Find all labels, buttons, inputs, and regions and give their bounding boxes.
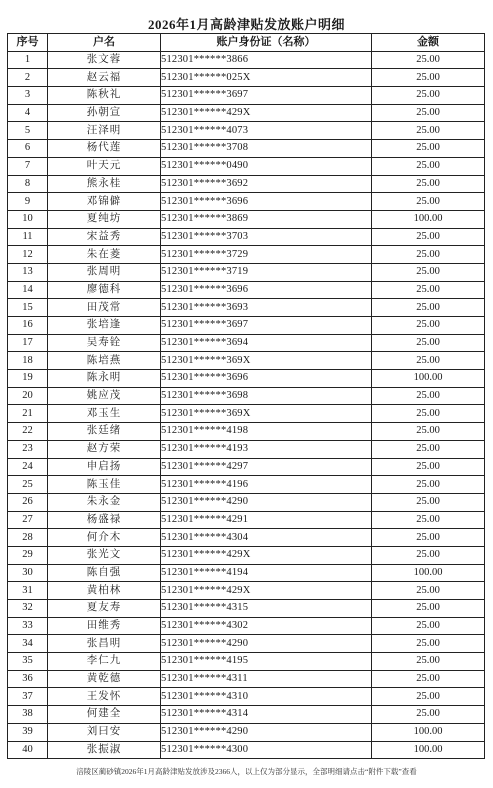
table-row bbox=[8, 370, 485, 388]
amount-value: 25.00 bbox=[372, 546, 485, 564]
row-number: 10 bbox=[8, 210, 48, 228]
account-holder-name: 何建全 bbox=[48, 706, 161, 724]
table-row bbox=[8, 529, 485, 547]
row-number: 16 bbox=[8, 317, 48, 335]
subsidy-table bbox=[7, 33, 485, 759]
account-id: 512301******4310 bbox=[161, 688, 372, 706]
amount-value: 25.00 bbox=[372, 263, 485, 281]
table-row bbox=[8, 511, 485, 529]
row-number: 35 bbox=[8, 653, 48, 671]
amount-value: 25.00 bbox=[372, 617, 485, 635]
row-number: 33 bbox=[8, 617, 48, 635]
amount-value: 25.00 bbox=[372, 511, 485, 529]
account-holder-name: 黄乾德 bbox=[48, 670, 161, 688]
account-id: 512301******4193 bbox=[161, 440, 372, 458]
account-holder-name: 吴寿铨 bbox=[48, 334, 161, 352]
table-row bbox=[8, 741, 485, 759]
column-header-amount: 金额 bbox=[372, 34, 485, 52]
amount-value: 100.00 bbox=[372, 370, 485, 388]
row-number: 20 bbox=[8, 387, 48, 405]
amount-value: 25.00 bbox=[372, 387, 485, 405]
row-number: 15 bbox=[8, 299, 48, 317]
table-row bbox=[8, 87, 485, 105]
amount-value: 25.00 bbox=[372, 600, 485, 618]
account-holder-name: 朱永金 bbox=[48, 493, 161, 511]
row-number: 27 bbox=[8, 511, 48, 529]
table-row bbox=[8, 706, 485, 724]
account-id: 512301******4302 bbox=[161, 617, 372, 635]
account-id: 512301******3729 bbox=[161, 246, 372, 264]
column-header-account: 账户身份证（名称） bbox=[161, 34, 372, 52]
account-id: 512301******4297 bbox=[161, 458, 372, 476]
account-holder-name: 杨代莲 bbox=[48, 140, 161, 158]
table-row bbox=[8, 723, 485, 741]
row-number: 22 bbox=[8, 423, 48, 441]
account-holder-name: 张文蓉 bbox=[48, 51, 161, 69]
amount-value: 25.00 bbox=[372, 458, 485, 476]
account-id: 512301******3696 bbox=[161, 370, 372, 388]
account-holder-name: 汪泽明 bbox=[48, 122, 161, 140]
row-number: 14 bbox=[8, 281, 48, 299]
account-id: 512301******4195 bbox=[161, 653, 372, 671]
table-row bbox=[8, 263, 485, 281]
table-row bbox=[8, 423, 485, 441]
account-id: 512301******3693 bbox=[161, 299, 372, 317]
footer-note: 涪陵区蔺砂镇2026年1月高龄津贴发放涉及2366人，以上仅为部分显示，全部明细请点击“附件下载”查看 bbox=[76, 767, 417, 776]
row-number: 18 bbox=[8, 352, 48, 370]
row-number: 7 bbox=[8, 157, 48, 175]
amount-value: 25.00 bbox=[372, 582, 485, 600]
table-row bbox=[8, 157, 485, 175]
amount-value: 25.00 bbox=[372, 529, 485, 547]
row-number: 9 bbox=[8, 193, 48, 211]
table-row bbox=[8, 582, 485, 600]
account-id: 512301******3708 bbox=[161, 140, 372, 158]
row-number: 2 bbox=[8, 69, 48, 87]
account-id: 512301******4314 bbox=[161, 706, 372, 724]
account-holder-name: 朱在菱 bbox=[48, 246, 161, 264]
account-holder-name: 田茂常 bbox=[48, 299, 161, 317]
amount-value: 25.00 bbox=[372, 405, 485, 423]
table-row bbox=[8, 334, 485, 352]
account-id: 512301******4073 bbox=[161, 122, 372, 140]
table-row bbox=[8, 387, 485, 405]
table-row bbox=[8, 175, 485, 193]
table-row bbox=[8, 122, 485, 140]
table-row bbox=[8, 405, 485, 423]
account-holder-name: 夏纯坊 bbox=[48, 210, 161, 228]
table-body bbox=[8, 51, 485, 759]
account-id: 512301******4196 bbox=[161, 476, 372, 494]
row-number: 40 bbox=[8, 741, 48, 759]
account-holder-name: 陈培燕 bbox=[48, 352, 161, 370]
account-id: 512301******429X bbox=[161, 104, 372, 122]
account-holder-name: 张廷绪 bbox=[48, 423, 161, 441]
account-holder-name: 宋益秀 bbox=[48, 228, 161, 246]
amount-value: 100.00 bbox=[372, 741, 485, 759]
amount-value: 25.00 bbox=[372, 423, 485, 441]
account-id: 512301******4315 bbox=[161, 600, 372, 618]
table-row bbox=[8, 688, 485, 706]
page-title: 2026年1月高龄津贴发放账户明细 bbox=[147, 17, 345, 32]
amount-value: 25.00 bbox=[372, 352, 485, 370]
amount-value: 25.00 bbox=[372, 653, 485, 671]
account-id: 512301******4290 bbox=[161, 723, 372, 741]
account-id: 512301******4290 bbox=[161, 635, 372, 653]
table-row bbox=[8, 352, 485, 370]
account-holder-name: 张振淑 bbox=[48, 741, 161, 759]
account-id: 512301******3866 bbox=[161, 51, 372, 69]
account-holder-name: 张周明 bbox=[48, 263, 161, 281]
amount-value: 25.00 bbox=[372, 493, 485, 511]
amount-value: 25.00 bbox=[372, 281, 485, 299]
account-holder-name: 陈玉佳 bbox=[48, 476, 161, 494]
amount-value: 25.00 bbox=[372, 670, 485, 688]
row-number: 28 bbox=[8, 529, 48, 547]
account-id: 512301******369X bbox=[161, 352, 372, 370]
amount-value: 25.00 bbox=[372, 175, 485, 193]
account-id: 512301******4304 bbox=[161, 529, 372, 547]
amount-value: 25.00 bbox=[372, 87, 485, 105]
amount-value: 25.00 bbox=[372, 299, 485, 317]
row-number: 1 bbox=[8, 51, 48, 69]
row-number: 29 bbox=[8, 546, 48, 564]
table-row bbox=[8, 193, 485, 211]
row-number: 30 bbox=[8, 564, 48, 582]
account-holder-name: 陈永明 bbox=[48, 370, 161, 388]
table-row bbox=[8, 210, 485, 228]
table-row bbox=[8, 299, 485, 317]
account-holder-name: 孙朝宣 bbox=[48, 104, 161, 122]
account-holder-name: 张光文 bbox=[48, 546, 161, 564]
row-number: 8 bbox=[8, 175, 48, 193]
account-holder-name: 何介木 bbox=[48, 529, 161, 547]
account-holder-name: 李仁九 bbox=[48, 653, 161, 671]
account-id: 512301******4290 bbox=[161, 493, 372, 511]
row-number: 34 bbox=[8, 635, 48, 653]
amount-value: 25.00 bbox=[372, 157, 485, 175]
table-row bbox=[8, 670, 485, 688]
account-id: 512301******3697 bbox=[161, 317, 372, 335]
account-holder-name: 陈秋礼 bbox=[48, 87, 161, 105]
amount-value: 25.00 bbox=[372, 140, 485, 158]
account-holder-name: 申启扬 bbox=[48, 458, 161, 476]
amount-value: 25.00 bbox=[372, 51, 485, 69]
table-row bbox=[8, 564, 485, 582]
table-row bbox=[8, 246, 485, 264]
account-holder-name: 张昌明 bbox=[48, 635, 161, 653]
amount-value: 25.00 bbox=[372, 104, 485, 122]
row-number: 11 bbox=[8, 228, 48, 246]
amount-value: 25.00 bbox=[372, 706, 485, 724]
account-id: 512301******4291 bbox=[161, 511, 372, 529]
account-holder-name: 黄柏林 bbox=[48, 582, 161, 600]
amount-value: 25.00 bbox=[372, 228, 485, 246]
account-id: 512301******429X bbox=[161, 582, 372, 600]
row-number: 37 bbox=[8, 688, 48, 706]
row-number: 5 bbox=[8, 122, 48, 140]
row-number: 12 bbox=[8, 246, 48, 264]
row-number: 36 bbox=[8, 670, 48, 688]
table-row bbox=[8, 440, 485, 458]
account-id: 512301******3719 bbox=[161, 263, 372, 281]
account-id: 512301******0490 bbox=[161, 157, 372, 175]
account-holder-name: 田维秀 bbox=[48, 617, 161, 635]
column-header-name: 户名 bbox=[48, 34, 161, 52]
table-row bbox=[8, 281, 485, 299]
table-row bbox=[8, 476, 485, 494]
account-holder-name: 夏友寿 bbox=[48, 600, 161, 618]
row-number: 23 bbox=[8, 440, 48, 458]
account-holder-name: 邓锦僻 bbox=[48, 193, 161, 211]
row-number: 21 bbox=[8, 405, 48, 423]
row-number: 13 bbox=[8, 263, 48, 281]
table-row bbox=[8, 493, 485, 511]
amount-value: 25.00 bbox=[372, 334, 485, 352]
amount-value: 25.00 bbox=[372, 635, 485, 653]
amount-value: 100.00 bbox=[372, 210, 485, 228]
account-id: 512301******3703 bbox=[161, 228, 372, 246]
account-id: 512301******3698 bbox=[161, 387, 372, 405]
row-number: 32 bbox=[8, 600, 48, 618]
account-holder-name: 赵云福 bbox=[48, 69, 161, 87]
amount-value: 25.00 bbox=[372, 193, 485, 211]
account-id: 512301******4311 bbox=[161, 670, 372, 688]
table-row bbox=[8, 51, 485, 69]
account-id: 512301******3869 bbox=[161, 210, 372, 228]
account-id: 512301******3694 bbox=[161, 334, 372, 352]
row-number: 4 bbox=[8, 104, 48, 122]
row-number: 31 bbox=[8, 582, 48, 600]
amount-value: 100.00 bbox=[372, 564, 485, 582]
column-header-no: 序号 bbox=[8, 34, 48, 52]
table-row bbox=[8, 546, 485, 564]
account-holder-name: 王发怀 bbox=[48, 688, 161, 706]
account-id: 512301******369X bbox=[161, 405, 372, 423]
table-row bbox=[8, 317, 485, 335]
amount-value: 25.00 bbox=[372, 246, 485, 264]
table-row bbox=[8, 140, 485, 158]
amount-value: 25.00 bbox=[372, 476, 485, 494]
table-row bbox=[8, 69, 485, 87]
amount-value: 25.00 bbox=[372, 317, 485, 335]
account-id: 512301******3696 bbox=[161, 281, 372, 299]
account-id: 512301******4198 bbox=[161, 423, 372, 441]
account-holder-name: 杨盛禄 bbox=[48, 511, 161, 529]
row-number: 6 bbox=[8, 140, 48, 158]
amount-value: 25.00 bbox=[372, 122, 485, 140]
account-holder-name: 赵方荣 bbox=[48, 440, 161, 458]
account-id: 512301******4194 bbox=[161, 564, 372, 582]
row-number: 17 bbox=[8, 334, 48, 352]
table-row bbox=[8, 600, 485, 618]
row-number: 25 bbox=[8, 476, 48, 494]
amount-value: 25.00 bbox=[372, 69, 485, 87]
account-id: 512301******025X bbox=[161, 69, 372, 87]
row-number: 26 bbox=[8, 493, 48, 511]
row-number: 39 bbox=[8, 723, 48, 741]
row-number: 24 bbox=[8, 458, 48, 476]
account-holder-name: 张培逢 bbox=[48, 317, 161, 335]
account-holder-name: 叶天元 bbox=[48, 157, 161, 175]
account-holder-name: 刘曰安 bbox=[48, 723, 161, 741]
table-row bbox=[8, 228, 485, 246]
account-holder-name: 邓玉生 bbox=[48, 405, 161, 423]
table-row bbox=[8, 617, 485, 635]
account-id: 512301******3692 bbox=[161, 175, 372, 193]
table-row bbox=[8, 635, 485, 653]
account-holder-name: 廖德科 bbox=[48, 281, 161, 299]
table-header-row bbox=[8, 34, 485, 52]
account-id: 512301******3697 bbox=[161, 87, 372, 105]
account-id: 512301******429X bbox=[161, 546, 372, 564]
amount-value: 100.00 bbox=[372, 723, 485, 741]
account-holder-name: 陈自强 bbox=[48, 564, 161, 582]
table-row bbox=[8, 653, 485, 671]
amount-value: 25.00 bbox=[372, 440, 485, 458]
amount-value: 25.00 bbox=[372, 688, 485, 706]
account-id: 512301******3696 bbox=[161, 193, 372, 211]
account-holder-name: 姚应茂 bbox=[48, 387, 161, 405]
table-row bbox=[8, 104, 485, 122]
account-holder-name: 熊永桂 bbox=[48, 175, 161, 193]
account-id: 512301******4300 bbox=[161, 741, 372, 759]
row-number: 3 bbox=[8, 87, 48, 105]
row-number: 19 bbox=[8, 370, 48, 388]
row-number: 38 bbox=[8, 706, 48, 724]
table-row bbox=[8, 458, 485, 476]
